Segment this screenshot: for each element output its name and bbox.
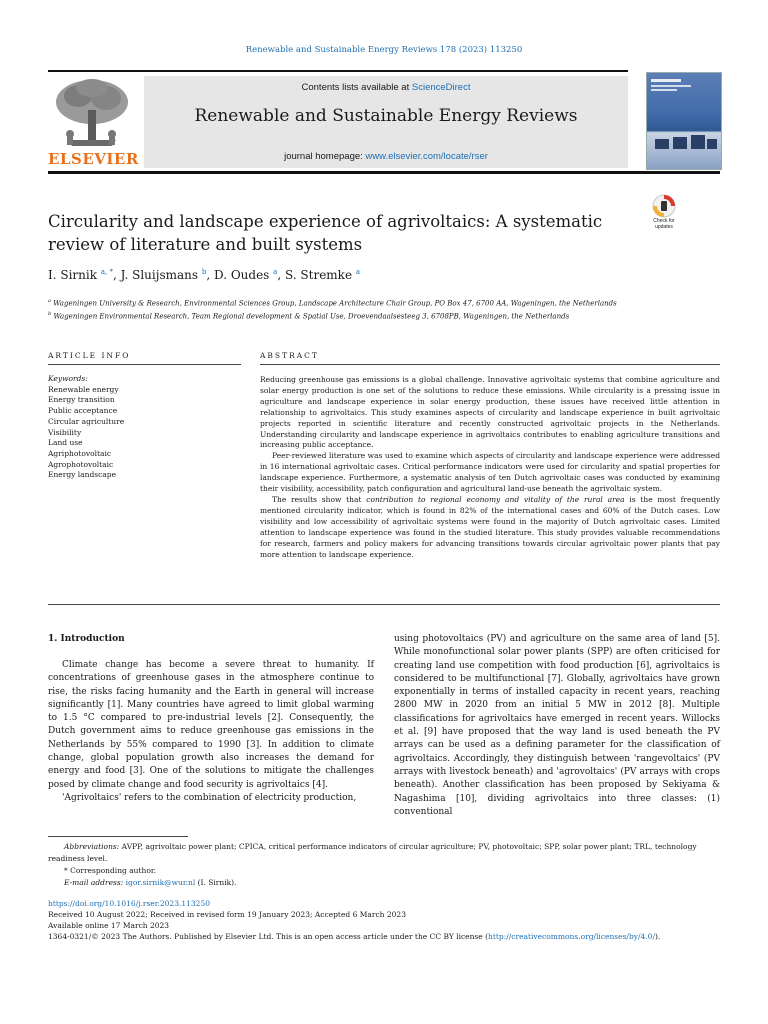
keyword-item: Public acceptance [48, 406, 118, 416]
keywords-list [48, 374, 124, 481]
body-paragraph: 'Agrivoltaics' refers to the combination of electricity production, [62, 792, 357, 803]
article-front-matter [48, 898, 720, 942]
article-info-label: ARTICLE INFO [48, 351, 131, 360]
doi-link[interactable]: https://doi.org/10.1016/j.rser.2023.113250 [48, 899, 210, 908]
affiliation-mark: b [48, 311, 52, 318]
check-updates-label: Check for updates [653, 218, 675, 230]
author-name[interactable]: J. Sluijsmans [120, 268, 199, 282]
license-text: 1364-0321/© 2023 The Authors. Published by Elsevier Ltd. This is an open access article under the CC BY license ( [48, 932, 489, 941]
abbreviations-footnote [48, 841, 720, 865]
keyword-item: Energy landscape [48, 470, 117, 480]
abstract-paragraph [260, 495, 720, 560]
available-online-date: Available online 17 March 2023 [48, 921, 170, 930]
abbreviations-text: AVPP, agrivoltaic power plant; CPICA, critical performance indicators of circular agriculture; PV, photovoltaic; SPP, solar power plant; TRL, technology readiness level. [48, 842, 697, 863]
author-affiliation-mark[interactable]: b [201, 268, 207, 276]
keyword-item: Circular agriculture [48, 416, 125, 426]
author-name[interactable]: I. Sirnik [48, 268, 98, 282]
journal-name: Renewable and Sustainable Energy Reviews [194, 106, 578, 126]
body-column-left [48, 659, 374, 805]
sciencedirect-link[interactable]: ScienceDirect [411, 82, 471, 93]
contents-prefix: Contents lists available at [301, 82, 412, 93]
keyword-item: Agriphotovoltaic [48, 448, 112, 458]
keyword-item: Visibility [48, 427, 82, 437]
license-text-end: ). [654, 932, 661, 941]
body-column-right [394, 633, 720, 819]
elsevier-wordmark: ELSEVIER [48, 150, 139, 168]
abstract-text-run: is the most frequently mentioned circularity indicator, which is found in 82% of the international cases and 60% of the Dutch cases. Low visibility and low accessibility of agrivoltaic systems were found in the majority of Dutch agrivoltaic cases. Limited attention to landscape experience was found in the studied literature. This study provides valuable recommendations for research, farmers and policy makers for advancing transitions towards circular agrivoltaic power plants that pay more attention to landscape experience. [260, 494, 721, 559]
author-name[interactable]: S. Stremke [285, 268, 353, 282]
affiliation-mark: a [48, 298, 51, 304]
author-affiliation-mark[interactable]: a [355, 268, 361, 276]
author-affiliation-mark[interactable]: a [273, 268, 278, 276]
footnote-rule [48, 836, 188, 837]
keyword-item: Land use [48, 438, 83, 448]
header-top-rule [48, 70, 628, 72]
homepage-prefix: journal homepage: [284, 151, 366, 162]
email-label: E-mail address: [64, 878, 124, 887]
abstract-paragraph: Peer-reviewed literature was used to examine which aspects of circularity and landscape experience were addressed in 16 international agrivoltaic cases. Critical performance indicators were used for circularity and spatial properties for landscape experience. Furthermore, a systematic analysis of ten Dutch agrivoltaic cases was conducted by examining their visibility, accessibility, patch configuration and agricultural land-use beneath the agrivoltaic system. [260, 451, 720, 494]
cc-license-link[interactable]: http://creativecommons.org/licenses/by/4.0/ [488, 932, 655, 941]
homepage-line [144, 151, 628, 162]
footnotes [48, 841, 720, 889]
author-email-link[interactable]: igor.sirnik@wur.nl [125, 878, 196, 887]
check-for-updates-badge[interactable] [646, 192, 682, 232]
keyword-item: Agrophotovoltaic [48, 459, 114, 469]
affiliation-text: Wageningen University & Research, Environmental Sciences Group, Landscape Architecture Chair Group, PO Box 47, 6700 AA, Wageningen, the Netherlands [53, 299, 617, 308]
section-heading-introduction: 1. Introduction [48, 634, 125, 644]
body-paragraph: using photovoltaics (PV) and agriculture on the same area of land [5]. While monofunctional solar power plants (SPP) are often criticised for creating land use competition with food production [6], agrivoltaics is considered to be multifunctional [7]. Globally, agrivoltaics have grown exponentially in terms of installed capacity in recent years, reaching 2800 MW in 2020 from an initial 5 MW in 2012 [8]. Multiple classifications for agrivoltaics have emerged in recent years. Willocks et al. [9] have proposed that the way land is used beneath the PV arrays can be used as a defining parameter for the classification of agrivoltaics. Accordingly, they distinguish between 'rangevoltaics' (PV arrays with livestock beneath) and 'agrovoltaics' (PV arrays with crops beneath). Another classification has been proposed by Sekiyama & Nagashima [10], dividing agrivoltaics into three classes: (1) conventional [394, 634, 720, 817]
received-dates: Received 10 August 2022; Received in revised form 19 January 2023; Accepted 6 March 2023 [48, 910, 406, 919]
affiliations [48, 296, 617, 323]
affiliation-line [48, 296, 617, 309]
affiliation-line [48, 309, 617, 322]
abstract-text [260, 375, 720, 560]
author-name[interactable]: D. Oudes [214, 268, 270, 282]
journal-homepage-link[interactable]: www.elsevier.com/locate/rser [365, 151, 488, 162]
email-footnote [48, 877, 720, 889]
corresponding-author-note: * Corresponding author. [64, 866, 157, 875]
author-list: I. Sirnik $^{a, *}$, J. Sluijsmans $^b$, D. Oudes $^a$, S. Stremke $^a$ [48, 268, 361, 282]
abstract-label: ABSTRACT [260, 351, 319, 360]
abstract-text-run: The results show that [272, 494, 367, 504]
keyword-item: Renewable energy [48, 384, 119, 394]
abstract-rule [260, 364, 720, 365]
article-title: Circularity and landscape experience of agrivoltaics: A systematic review of literature and built systems [48, 212, 603, 254]
header-bottom-rule [48, 171, 720, 174]
author-affiliation-mark[interactable]: a, * [100, 268, 113, 276]
abstract-paragraph: Reducing greenhouse gas emissions is a global challenge. Innovative agrivoltaic systems that combine agriculture and solar energy production is one set of the solutions to reduce these emissions. While circularity is a pressing issue in agriculture and landscape experience in solar energy production, these issues have received little attention in relationship to agrivoltaics. This study examines aspects of circularity and landscape experience in built agrivoltaic projects reported in scientific literature and recently constructed agrivoltaic projects in the Netherlands. Understanding circularity and landscape experience in agrivoltaics contributes to enabling agriculture transitions and increasing public acceptance. [260, 375, 720, 450]
article-info-rule [48, 364, 241, 365]
abstract-emphasis: contribution to regional economy and vitality of the rural area [366, 494, 625, 504]
body-paragraph: Climate change has become a severe threat to humanity. If concentrations of greenhouse gases in the atmosphere continue to rise, the risks facing humanity and the Earth in general will increase significantly [1]. Many countries have agreed to limit global warming to 1.5 °C compared to pre-industrial levels [2]. Consequently, the Dutch government aims to reduce greenhouse gas emissions in the Netherlands by 55% compared to 1990 [3]. In addition to climate change, global population growth also increases the demand for energy and food [3]. One of the solutions to mitigate the challenges posed by climate change and food security is agrivoltaics [4]. [48, 660, 374, 790]
email-suffix: (I. Sirnik). [195, 878, 237, 887]
journal-citation-link[interactable]: Renewable and Sustainable Energy Reviews 178 (2023) 113250 [245, 45, 523, 55]
abbreviations-label: Abbreviations: [64, 842, 120, 851]
contents-line [144, 82, 628, 93]
keyword-item: Energy transition [48, 395, 115, 405]
journal-cover-thumbnail [646, 72, 722, 170]
abstract-end-rule [48, 604, 720, 605]
license-line [48, 931, 720, 942]
affiliation-text: Wageningen Environmental Research, Team Regional development & Spatial Use, Droevendaalsesteeg 3, 6708PB, Wageningen, the Netherlands [53, 312, 570, 321]
keywords-heading: Keywords: [48, 374, 88, 383]
